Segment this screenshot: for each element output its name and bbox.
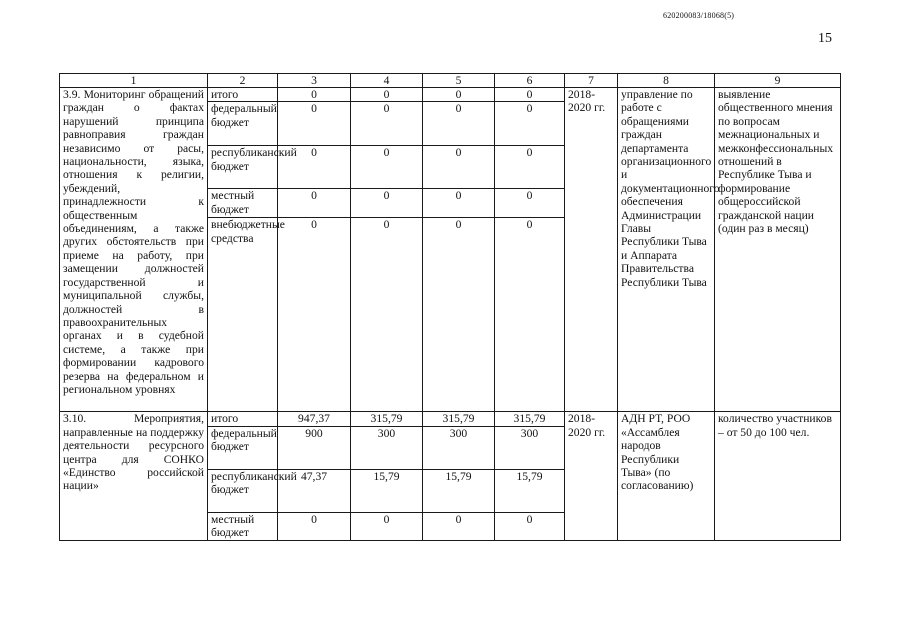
value-cell: 0 (423, 512, 495, 540)
value-cell: 0 (351, 88, 423, 102)
value-cell: 0 (351, 189, 423, 218)
value-cell: 315,79 (495, 412, 565, 426)
value-cell: 947,37 (278, 412, 351, 426)
value-cell: 0 (495, 88, 565, 102)
funding-source-label: федеральный бюджет (208, 426, 278, 469)
value-cell: 0 (495, 102, 565, 146)
indicator-cell: выявление общественного мнения по вопросам межнациональных и межконфессиональных отношений в Республике Тыва и формирование общероссийской гражданской нации (один раз в месяц) (715, 88, 841, 412)
funding-source-label: итого (208, 88, 278, 102)
value-cell: 0 (278, 218, 351, 412)
value-cell: 47,37 (278, 469, 351, 512)
header-cell: 1 (60, 74, 208, 88)
value-cell: 0 (495, 146, 565, 189)
value-cell: 0 (278, 88, 351, 102)
header-cell: 3 (278, 74, 351, 88)
value-cell: 15,79 (423, 469, 495, 512)
value-cell: 0 (495, 512, 565, 540)
funding-source-label: местный бюджет (208, 189, 278, 218)
header-cell: 2 (208, 74, 278, 88)
value-cell: 0 (351, 146, 423, 189)
funding-source-label: федеральный бюджет (208, 102, 278, 146)
header-cell: 5 (423, 74, 495, 88)
value-cell: 900 (278, 426, 351, 469)
value-cell: 300 (423, 426, 495, 469)
budget-table (59, 73, 841, 541)
funding-source-label: местный бюджет (208, 512, 278, 540)
value-cell: 15,79 (351, 469, 423, 512)
value-cell: 315,79 (351, 412, 423, 426)
value-cell: 315,79 (423, 412, 495, 426)
value-cell: 0 (423, 88, 495, 102)
header-cell: 8 (618, 74, 715, 88)
value-cell: 0 (423, 102, 495, 146)
value-cell: 0 (423, 189, 495, 218)
document-code: 620200083/18068(5) (663, 11, 735, 20)
funding-source-label: итого (208, 412, 278, 426)
header-cell: 9 (715, 74, 841, 88)
header-cell: 7 (565, 74, 618, 88)
value-cell: 0 (278, 146, 351, 189)
value-cell: 300 (351, 426, 423, 469)
header-cell: 6 (495, 74, 565, 88)
executor-cell: управление по работе с обращениями граждан департамента организационного и документационного обеспечения Администрации Главы Республики Тыва и Аппарата Правительства Республики Тыва (618, 88, 715, 412)
executor-cell: АДН РТ, РОО «Ассамблея народов Республики Тыва» (по согласованию) (618, 412, 715, 540)
value-cell: 15,79 (495, 469, 565, 512)
table-row (60, 88, 841, 102)
value-cell: 0 (495, 189, 565, 218)
value-cell: 0 (278, 189, 351, 218)
value-cell: 0 (423, 146, 495, 189)
value-cell: 0 (351, 102, 423, 146)
value-cell: 0 (278, 512, 351, 540)
page-number: 15 (818, 31, 832, 46)
value-cell: 0 (351, 512, 423, 540)
measure-name: 3.10. Мероприятия, направленные на поддержку деятельности ресурсного центра для СОНКО «Единство российской нации» (60, 412, 208, 540)
value-cell: 0 (278, 102, 351, 146)
indicator-cell: количество участников – от 50 до 100 чел. (715, 412, 841, 540)
funding-source-label: республиканский бюджет (208, 146, 278, 189)
value-cell: 300 (495, 426, 565, 469)
table-row (60, 412, 841, 426)
period-cell: 2018-2020 гг. (565, 88, 618, 412)
header-cell: 4 (351, 74, 423, 88)
table-header-row (60, 74, 841, 88)
funding-source-label: внебюджетные средства (208, 218, 278, 412)
period-cell: 2018-2020 гг. (565, 412, 618, 540)
value-cell: 0 (495, 218, 565, 412)
funding-source-label: республиканский бюджет (208, 469, 278, 512)
measure-name: 3.9. Мониторинг обращений граждан о фактах нарушений принципа равноправия граждан независимо от расы, национальности, языка, отношения к религии, убеждений, принадлежности к общественным объединениям, а также других обстоятельств при приеме на работу, при замещении должностей государственной и муниципальной службы, должностей в правоохранительных органах и в судебной системе, а также при формировании кадрового резерва на федеральном и региональном уровнях (60, 88, 208, 412)
value-cell: 0 (351, 218, 423, 412)
value-cell: 0 (423, 218, 495, 412)
